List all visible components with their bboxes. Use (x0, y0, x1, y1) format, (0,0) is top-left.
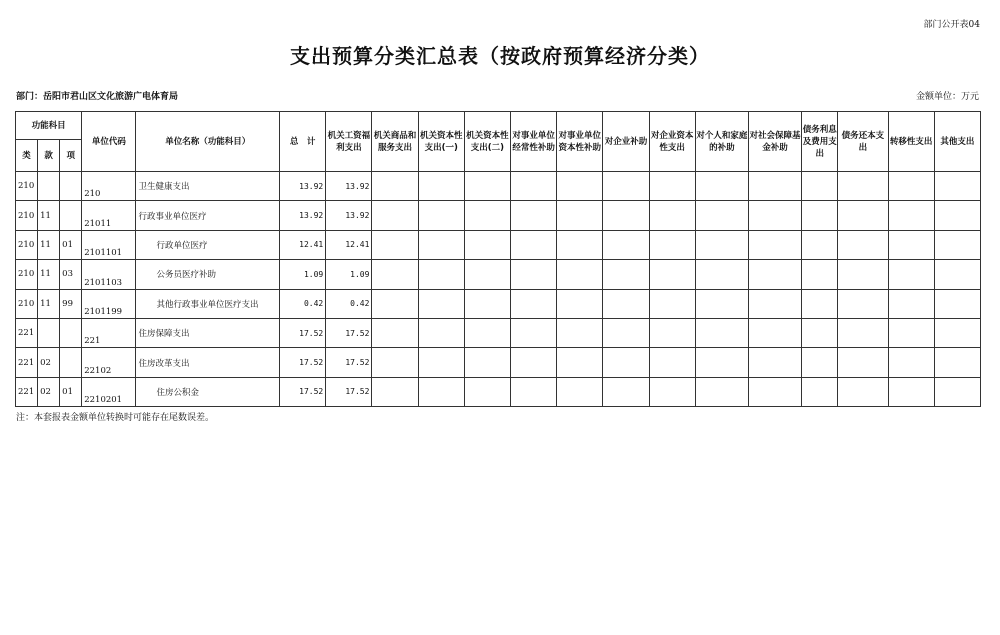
cell-empty (838, 289, 888, 318)
cell-empty (695, 201, 748, 230)
header-col: 对企业资本性支出 (649, 112, 695, 172)
cell-empty (649, 230, 695, 259)
cell-unit-code: 210 (82, 172, 136, 201)
cell-wage-welfare: 17.52 (326, 377, 372, 406)
cell-empty (649, 377, 695, 406)
cell-empty (372, 260, 418, 289)
cell-empty (372, 377, 418, 406)
cell-empty (418, 289, 464, 318)
cell-xiang (60, 318, 82, 347)
cell-empty (695, 377, 748, 406)
table-number-label: 部门公开表04 (923, 20, 980, 30)
cell-empty (802, 201, 838, 230)
cell-empty (557, 377, 603, 406)
cell-empty (748, 289, 801, 318)
cell-xiang (60, 172, 82, 201)
cell-xiang: 03 (60, 260, 82, 289)
cell-total: 17.52 (280, 348, 326, 377)
cell-unit-name: 住房保障支出 (136, 318, 280, 347)
budget-table (15, 111, 981, 407)
cell-unit-name: 卫生健康支出 (136, 172, 280, 201)
cell-empty (557, 348, 603, 377)
cell-empty (464, 172, 510, 201)
header-col: 对个人和家庭的补助 (695, 112, 748, 172)
header-col: 机关资本性支出(二) (464, 112, 510, 172)
cell-empty (838, 230, 888, 259)
cell-empty (934, 230, 980, 259)
cell-total: 13.92 (280, 172, 326, 201)
cell-unit-code: 2101103 (82, 260, 136, 289)
cell-empty (557, 230, 603, 259)
cell-empty (888, 260, 934, 289)
cell-empty (934, 260, 980, 289)
cell-empty (748, 348, 801, 377)
cell-wage-welfare: 17.52 (326, 348, 372, 377)
cell-empty (802, 230, 838, 259)
cell-total: 17.52 (280, 318, 326, 347)
cell-empty (418, 201, 464, 230)
cell-unit-code: 2210201 (82, 377, 136, 406)
table-row (16, 260, 981, 289)
cell-kuan: 11 (38, 260, 60, 289)
cell-xiang: 01 (60, 230, 82, 259)
cell-empty (464, 230, 510, 259)
cell-empty (418, 348, 464, 377)
cell-wage-welfare: 13.92 (326, 201, 372, 230)
cell-empty (802, 172, 838, 201)
table-row (16, 201, 981, 230)
cell-empty (372, 230, 418, 259)
cell-empty (934, 201, 980, 230)
cell-total: 0.42 (280, 289, 326, 318)
cell-unit-code: 221 (82, 318, 136, 347)
cell-kuan: 02 (38, 377, 60, 406)
cell-empty (372, 289, 418, 318)
cell-empty (603, 172, 649, 201)
header-col: 债务利息及费用支出 (802, 112, 838, 172)
cell-empty (603, 230, 649, 259)
cell-empty (802, 260, 838, 289)
cell-empty (802, 318, 838, 347)
cell-empty (510, 260, 556, 289)
table-row (16, 230, 981, 259)
cell-empty (748, 201, 801, 230)
cell-empty (372, 348, 418, 377)
cell-empty (464, 260, 510, 289)
header-col: 机关商品和服务支出 (372, 112, 418, 172)
cell-empty (934, 377, 980, 406)
cell-lei: 210 (16, 172, 38, 201)
cell-total: 1.09 (280, 260, 326, 289)
header-col: 对企业补助 (603, 112, 649, 172)
header-col: 转移性支出 (888, 112, 934, 172)
cell-empty (838, 260, 888, 289)
cell-empty (888, 289, 934, 318)
header-col: 债务还本支出 (838, 112, 888, 172)
table-row (16, 377, 981, 406)
cell-empty (372, 172, 418, 201)
cell-xiang: 01 (60, 377, 82, 406)
cell-empty (464, 348, 510, 377)
header-col: 对事业单位经常性补助 (510, 112, 556, 172)
cell-kuan: 11 (38, 289, 60, 318)
cell-lei: 221 (16, 377, 38, 406)
cell-wage-welfare: 0.42 (326, 289, 372, 318)
table-row (16, 289, 981, 318)
cell-empty (934, 172, 980, 201)
cell-empty (603, 201, 649, 230)
cell-kuan: 02 (38, 348, 60, 377)
cell-empty (934, 318, 980, 347)
cell-empty (649, 289, 695, 318)
cell-kuan: 11 (38, 230, 60, 259)
cell-wage-welfare: 17.52 (326, 318, 372, 347)
cell-empty (802, 377, 838, 406)
cell-empty (748, 260, 801, 289)
header-col: 对社会保障基金补助 (748, 112, 801, 172)
cell-empty (888, 230, 934, 259)
cell-lei: 210 (16, 289, 38, 318)
cell-empty (557, 289, 603, 318)
cell-empty (695, 318, 748, 347)
cell-empty (418, 377, 464, 406)
header-func-subject: 功能科目 (16, 112, 82, 140)
cell-empty (557, 318, 603, 347)
cell-unit-code: 2101199 (82, 289, 136, 318)
cell-unit-code: 22102 (82, 348, 136, 377)
cell-empty (838, 318, 888, 347)
cell-empty (603, 377, 649, 406)
cell-empty (802, 348, 838, 377)
cell-empty (748, 318, 801, 347)
cell-empty (418, 172, 464, 201)
cell-kuan (38, 318, 60, 347)
cell-kuan: 11 (38, 201, 60, 230)
cell-empty (464, 201, 510, 230)
cell-empty (603, 348, 649, 377)
cell-empty (649, 260, 695, 289)
cell-lei: 221 (16, 318, 38, 347)
cell-empty (888, 172, 934, 201)
cell-empty (510, 201, 556, 230)
header-xiang: 项 (60, 140, 82, 172)
cell-empty (802, 289, 838, 318)
cell-unit-name: 住房改革支出 (136, 348, 280, 377)
cell-total: 17.52 (280, 377, 326, 406)
cell-lei: 210 (16, 201, 38, 230)
header-kuan: 款 (38, 140, 60, 172)
cell-lei: 210 (16, 260, 38, 289)
cell-empty (603, 318, 649, 347)
cell-unit-name: 行政事业单位医疗 (136, 201, 280, 230)
header-unit-name: 单位名称（功能科目） (136, 112, 280, 172)
cell-xiang: 99 (60, 289, 82, 318)
cell-wage-welfare: 13.92 (326, 172, 372, 201)
cell-empty (934, 289, 980, 318)
cell-empty (557, 172, 603, 201)
cell-empty (934, 348, 980, 377)
header-col: 其他支出 (934, 112, 980, 172)
cell-empty (372, 318, 418, 347)
cell-empty (510, 348, 556, 377)
unit-label: 金额单位：万元 (915, 92, 979, 102)
cell-unit-name: 住房公积金 (136, 377, 280, 406)
cell-empty (464, 289, 510, 318)
header-lei: 类 (16, 140, 38, 172)
cell-kuan (38, 172, 60, 201)
cell-empty (510, 377, 556, 406)
cell-empty (418, 260, 464, 289)
cell-empty (464, 318, 510, 347)
header-unit-code: 单位代码 (82, 112, 136, 172)
department-label: 部门：岳阳市君山区文化旅游广电体育局 (16, 92, 179, 102)
cell-empty (838, 348, 888, 377)
cell-empty (695, 348, 748, 377)
cell-xiang (60, 348, 82, 377)
cell-unit-code: 2101101 (82, 230, 136, 259)
cell-empty (418, 230, 464, 259)
cell-empty (838, 377, 888, 406)
footnote: 注：本套报表金额单位转换时可能存在尾数误差。 (16, 413, 215, 423)
cell-empty (695, 172, 748, 201)
cell-empty (748, 377, 801, 406)
cell-empty (418, 318, 464, 347)
cell-empty (695, 289, 748, 318)
cell-wage-welfare: 1.09 (326, 260, 372, 289)
cell-unit-name: 公务员医疗补助 (136, 260, 280, 289)
cell-empty (510, 318, 556, 347)
cell-empty (603, 289, 649, 318)
cell-unit-code: 21011 (82, 201, 136, 230)
cell-total: 12.41 (280, 230, 326, 259)
cell-empty (695, 230, 748, 259)
cell-empty (510, 289, 556, 318)
cell-lei: 221 (16, 348, 38, 377)
cell-empty (838, 201, 888, 230)
table-row (16, 318, 981, 347)
cell-empty (464, 377, 510, 406)
page-title: 支出预算分类汇总表（按政府预算经济分类） (290, 44, 710, 68)
cell-empty (695, 260, 748, 289)
table-row (16, 172, 981, 201)
cell-empty (888, 318, 934, 347)
cell-empty (649, 201, 695, 230)
cell-empty (557, 201, 603, 230)
header-total: 总 计 (280, 112, 326, 172)
cell-empty (649, 348, 695, 377)
cell-empty (510, 230, 556, 259)
table-row (16, 348, 981, 377)
cell-empty (748, 230, 801, 259)
cell-empty (838, 172, 888, 201)
cell-wage-welfare: 12.41 (326, 230, 372, 259)
cell-empty (603, 260, 649, 289)
cell-unit-name: 其他行政事业单位医疗支出 (136, 289, 280, 318)
cell-empty (748, 172, 801, 201)
cell-empty (510, 172, 556, 201)
cell-empty (557, 260, 603, 289)
cell-unit-name: 行政单位医疗 (136, 230, 280, 259)
cell-empty (888, 201, 934, 230)
cell-empty (888, 348, 934, 377)
cell-empty (372, 201, 418, 230)
header-col: 机关资本性支出(一) (418, 112, 464, 172)
cell-lei: 210 (16, 230, 38, 259)
cell-xiang (60, 201, 82, 230)
cell-empty (649, 318, 695, 347)
cell-total: 13.92 (280, 201, 326, 230)
header-col: 对事业单位资本性补助 (557, 112, 603, 172)
cell-empty (649, 172, 695, 201)
header-col: 机关工资福利支出 (326, 112, 372, 172)
cell-empty (888, 377, 934, 406)
